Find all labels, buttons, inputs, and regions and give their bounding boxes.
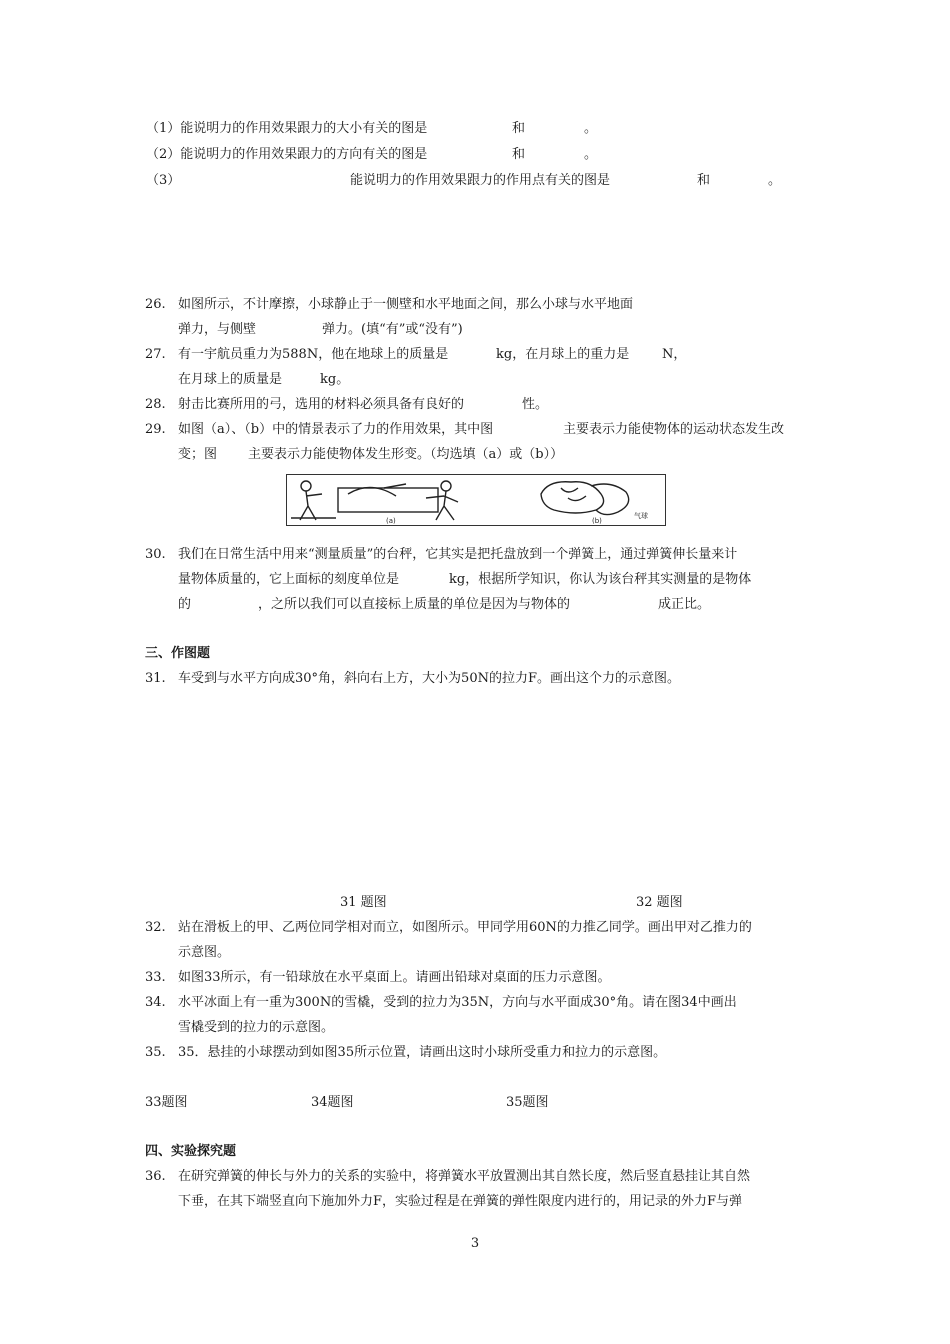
- q25-part1-and: 和: [512, 121, 526, 136]
- q27-line1a: 有一宇航员重力为588N，他在地球上的质量是: [178, 347, 449, 362]
- q36-line1: 在研究弹簧的伸长与外力的关系的实验中，将弹簧水平放置测出其自然长度，然后竖直悬挂让其自然: [178, 1169, 751, 1184]
- page-number: 3: [470, 1236, 480, 1251]
- q32-line1: 站在滑板上的甲、乙两位同学相对而立，如图所示。甲同学用60N的力推乙同学。画出甲对乙推力的: [178, 920, 752, 935]
- q26-line2a: 弹力，与侧壁: [178, 322, 257, 337]
- caption-34: 34题图: [311, 1095, 354, 1110]
- q34-number: 34.: [145, 995, 166, 1010]
- q25-part3-label: 能说明力的作用效果跟力的作用点有关的图是: [350, 173, 611, 188]
- section-4-title: 四、实验探究题: [145, 1144, 237, 1159]
- q25-part2-label: （2）能说明力的作用效果跟力的方向有关的图是: [146, 147, 428, 162]
- q30-number: 30.: [145, 547, 166, 562]
- q27-line1b: kg，在月球上的重力是: [496, 347, 630, 362]
- q36-line2: 下垂，在其下端竖直向下施加外力F，实验过程是在弹簧的弹性限度内进行的，用记录的外力F与弹: [178, 1194, 743, 1209]
- q30-line1: 我们在日常生活中用来“测量质量”的台秤，它其实是把托盘放到一个弹簧上，通过弹簧伸长量来计: [178, 547, 738, 562]
- section-3-title: 三、作图题: [145, 646, 211, 661]
- q34-line1: 水平冰面上有一重为300N的雪橇，受到的拉力为35N，方向与水平面成30°角。请在图34中画出: [178, 995, 737, 1010]
- figure-b-note: 气球: [634, 512, 648, 520]
- q30-line3a: 的: [178, 597, 192, 612]
- q33-text: 如图33所示，有一铅球放在水平桌面上。请画出铅球对桌面的压力示意图。: [178, 970, 611, 985]
- q29-line2a: 变；图: [178, 447, 218, 462]
- q30-line2a: 量物体质量的，它上面标的刻度单位是: [178, 572, 400, 587]
- q35-text: 35．悬挂的小球摆动到如图35所示位置，请画出这时小球所受重力和拉力的示意图。: [178, 1045, 667, 1060]
- q25-part3-prefix: （3）: [146, 173, 181, 188]
- q35-number: 35.: [145, 1045, 166, 1060]
- q29-number: 29.: [145, 422, 166, 437]
- q28-text-a: 射击比赛所用的弓，选用的材料必须具备有良好的: [178, 397, 465, 412]
- q30-line3b: ，之所以我们可以直接标上质量的单位是因为与物体的: [258, 597, 571, 612]
- q29-figure: [286, 474, 666, 526]
- q30-line3c: 成正比。: [658, 597, 711, 612]
- caption-33: 33题图: [145, 1095, 188, 1110]
- q25-part1-end: 。: [584, 121, 598, 136]
- q27-line1c: N，: [662, 347, 687, 362]
- q29-line1a: 如图（a）、（b）中的情景表示了力的作用效果，其中图: [178, 422, 494, 437]
- q28-number: 28.: [145, 397, 166, 412]
- q26-number: 26.: [145, 297, 166, 312]
- q27-line2b: kg。: [320, 372, 350, 387]
- figure-a-label: (a): [386, 517, 396, 525]
- q29-line1b: 主要表示力能使物体的运动状态发生改: [563, 422, 785, 437]
- q27-number: 27.: [145, 347, 166, 362]
- q29-figure-drawing: [286, 474, 666, 526]
- q31-number: 31.: [145, 671, 166, 686]
- q36-number: 36.: [145, 1169, 166, 1184]
- q30-line2b: kg，根据所学知识，你认为该台秤其实测量的是物体: [449, 572, 752, 587]
- caption-31: 31 题图: [340, 895, 387, 910]
- q27-line2a: 在月球上的质量是: [178, 372, 283, 387]
- q31-text: 车受到与水平方向成30°角，斜向右上方，大小为50N的拉力F。画出这个力的示意图。: [178, 671, 680, 686]
- q26-line2b: 弹力。(填“有”或“没有”): [322, 322, 463, 337]
- q33-number: 33.: [145, 970, 166, 985]
- q32-line2: 示意图。: [178, 945, 231, 960]
- q25-part3-end: 。: [768, 173, 782, 188]
- q25-part3-and: 和: [697, 173, 711, 188]
- q26-line1: 如图所示，不计摩擦，小球静止于一侧壁和水平地面之间，那么小球与水平地面: [178, 297, 634, 312]
- figure-b-label: (b): [592, 517, 602, 525]
- q29-line2b: 主要表示力能使物体发生形变。（均选填（a）或（b））: [248, 447, 564, 462]
- q32-number: 32.: [145, 920, 166, 935]
- q25-part2-end: 。: [584, 147, 598, 162]
- q25-part1-label: （1）能说明力的作用效果跟力的大小有关的图是: [146, 121, 428, 136]
- figure-border: [287, 475, 666, 526]
- q25-part2-and: 和: [512, 147, 526, 162]
- caption-32: 32 题图: [636, 895, 683, 910]
- q34-line2: 雪橇受到的拉力的示意图。: [178, 1020, 335, 1035]
- q28-text-b: 性。: [522, 397, 549, 412]
- caption-35: 35题图: [506, 1095, 549, 1110]
